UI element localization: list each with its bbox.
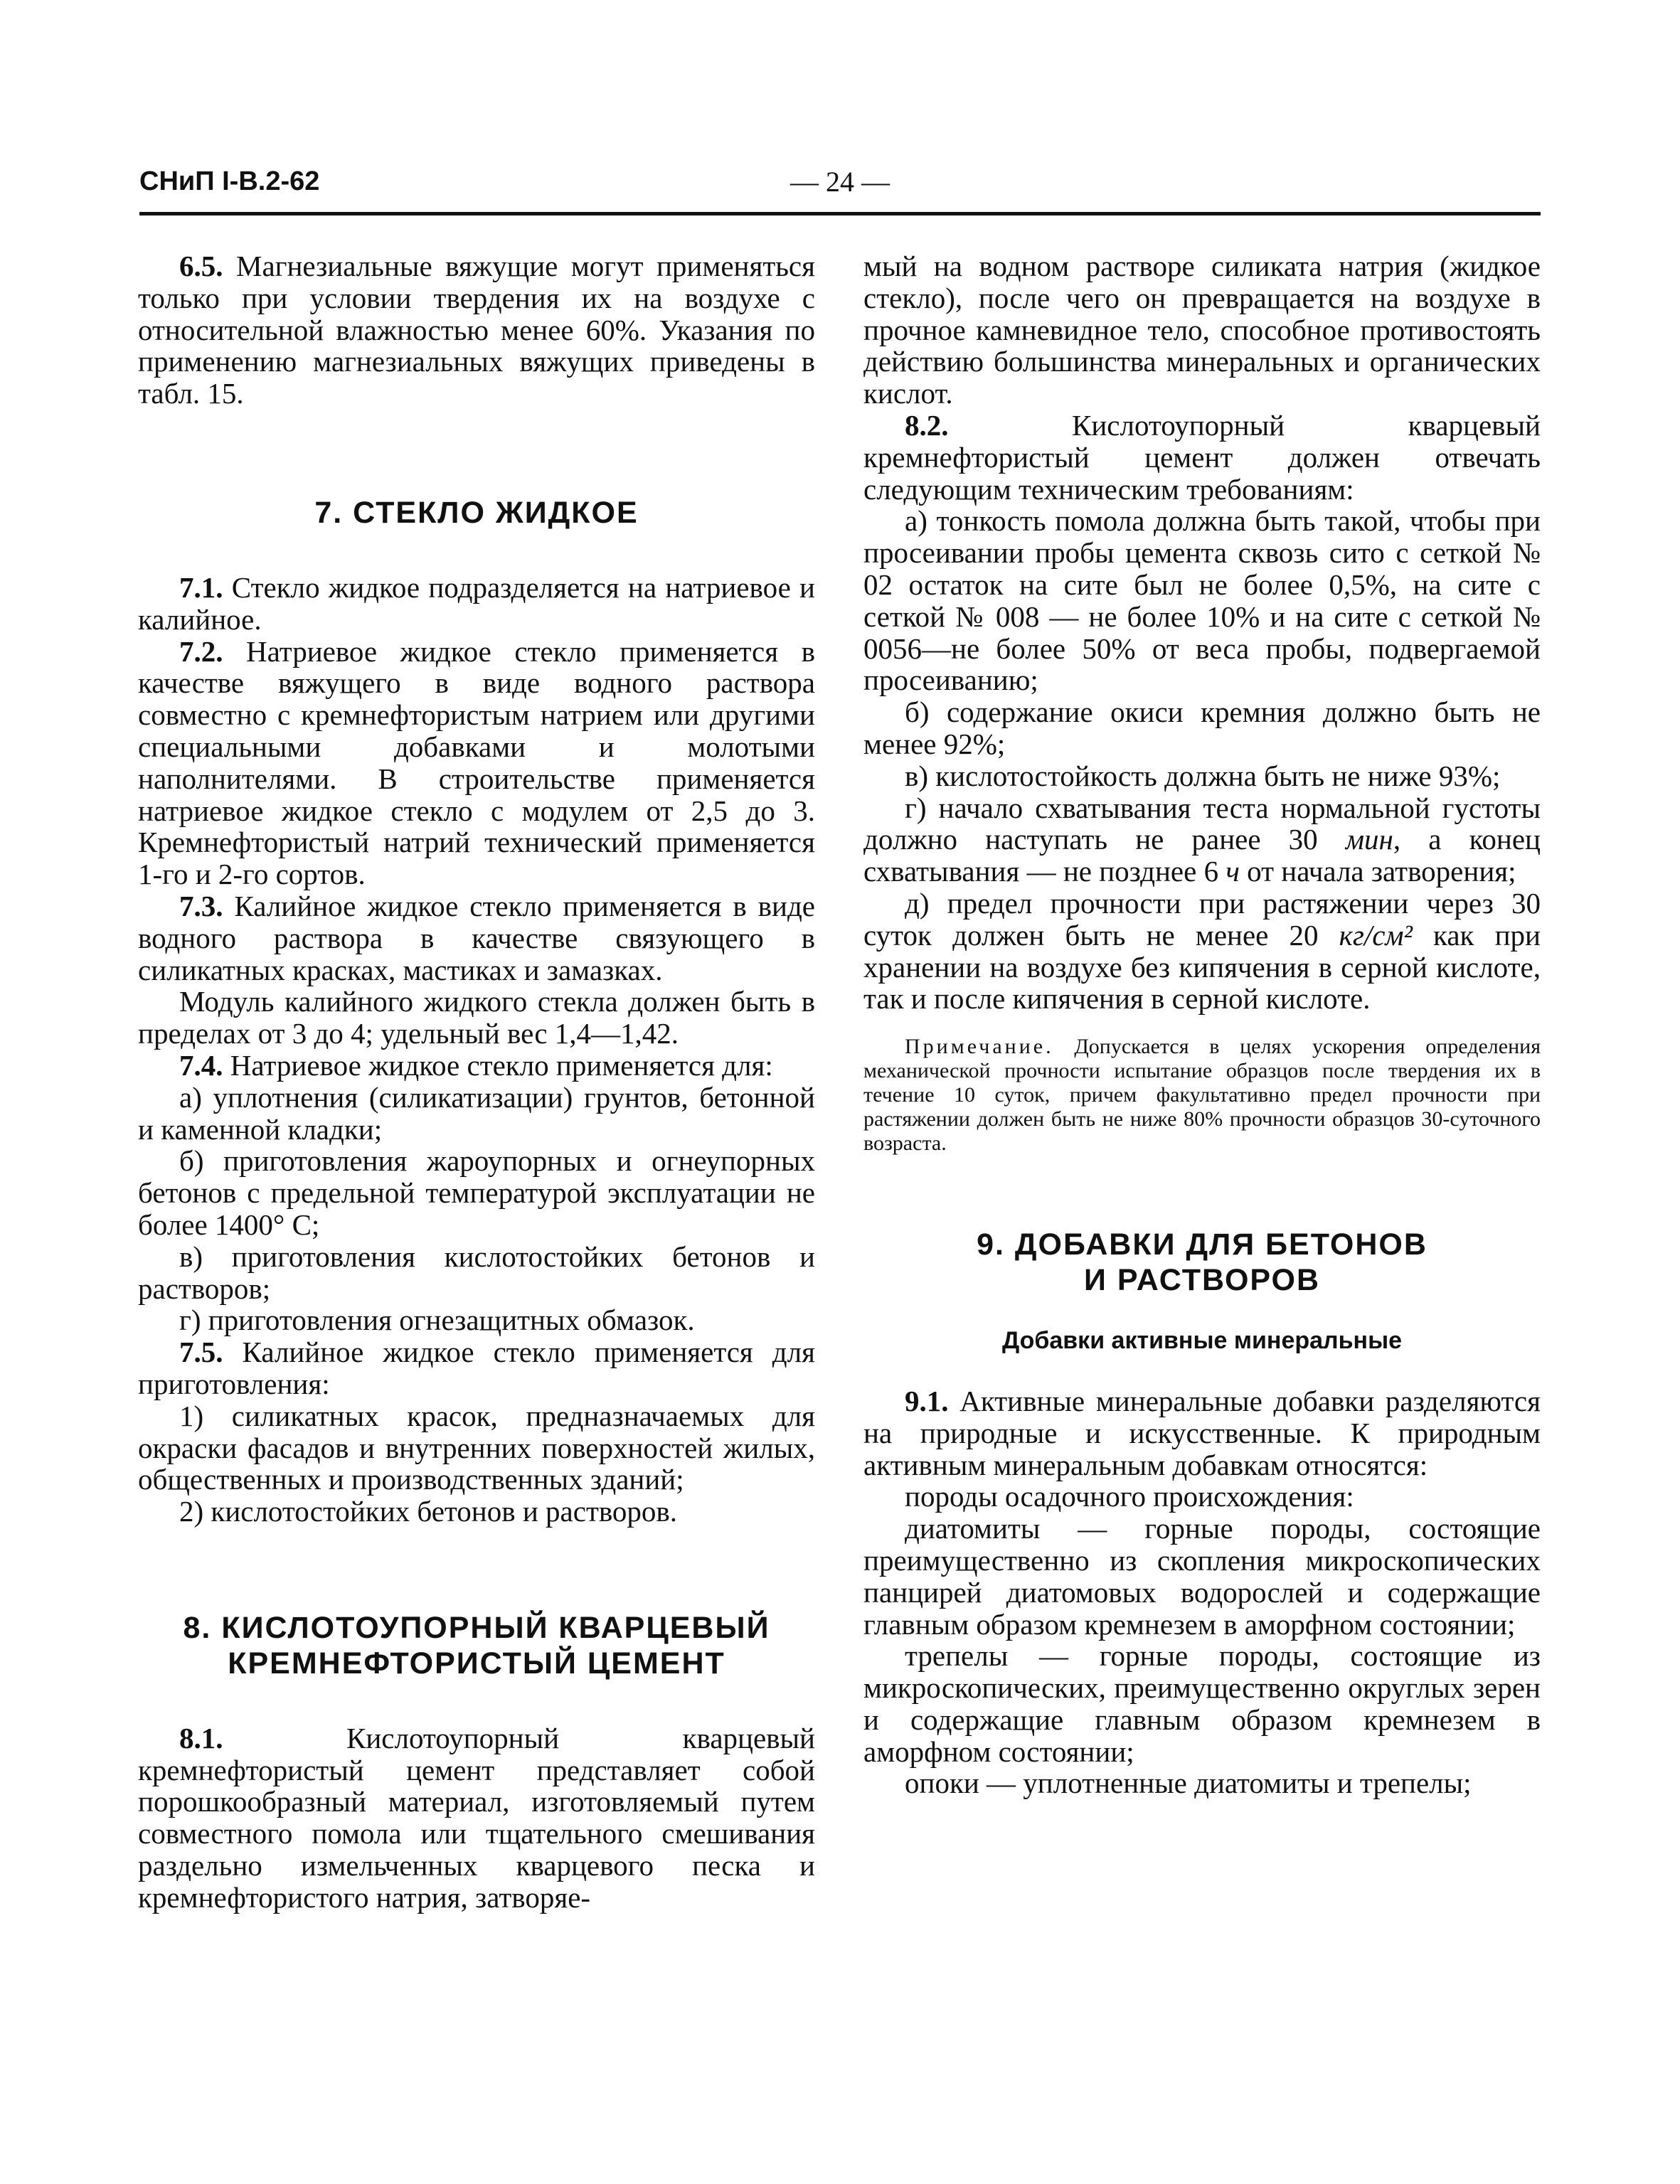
note [863,1035,1541,1156]
list-item-8-2-e [863,888,1541,1015]
clause-text: Кислотоупорный кварцевый кремнефтористый цемент представляет собой порошкообразный материал, изготовляемый путем совместного помола или тщательного смешивания раздельно измельченных кварцевого песка и кремнефтористого натрия, затворяе- [138,1721,815,1914]
list-item-9-1-sedimentary: породы осадочного происхождения: [905,1480,1354,1513]
unit-minutes: мин [1345,823,1393,856]
section-9-title-line-2: И РАСТВОРОВ [1083,1263,1321,1298]
text-part: от начала затворения; [1239,855,1516,888]
clause-text: Натриевое жидкое стекло применяется в качестве вяжущего в виде водного раствора совместно с кремнефтористым натрием или другими специальными добавками и молотыми наполнителями. В строительстве применяется натриевое жидкое стекло с модулем от 2,5 до 3. Кремнефтористый натрий технический применяется 1-го и 2-го сортов. [138,634,815,891]
subsection-title: Добавки активные минеральные [1001,1327,1403,1355]
section-8-title-line-1: 8. КИСЛОТОУПОРНЫЙ КВАРЦЕВЫЙ [183,1610,770,1645]
list-item-7-5-2: 2) кислотостойких бетонов и растворов. [179,1495,678,1528]
clause-number: 7.2. [179,634,223,668]
section-8-title-line-2: КРЕМНЕФТОРИСТЫЙ ЦЕМЕНТ [228,1646,725,1680]
document-code: СНиП I-В.2-62 [139,166,320,196]
paragraph-8-1 [138,1722,815,1914]
page-header [139,162,1541,215]
left-column [138,250,815,1914]
list-item-7-4-a: а) уплотнения (силикатизации) грунтов, бетонной и каменной кладки; [138,1080,815,1146]
list-item-8-2-b: б) содержание окиси кремния должно быть не менее 92%; [863,696,1541,760]
paragraph-8-2 [863,410,1541,505]
list-item-7-5-1: 1) силикатных красок, предназначаемых для окраски фасадов и внутренних поверхностей жилых, общественных и производственных зданий; [138,1399,815,1496]
list-item-8-2-d [863,792,1541,888]
clause-text: Магнезиальные вяжущие могут применяться только при условии твердения их на воздухе с относительной влажностью менее 60%. Указания по применению магнезиальных вяжущих приведены в табл. 15. [138,250,815,410]
clause-number: 7.5. [179,1336,223,1369]
right-column [863,250,1541,1799]
list-item-8-2-a: а) тонкость помола должна быть такой, чтобы при просеивании пробы цемента сквозь сито с сеткой № 02 остаток на сите был не более 0,5%, на сите с сеткой № 008 — не более 10% и на сите с сеткой № 0056—не более 50% от веса пробы, подвергаемой просеиванию; [863,504,1541,697]
section-7-title: 7. СТЕКЛО ЖИДКОЕ [314,495,639,530]
clause-number: 9.1. [905,1384,949,1417]
paragraph-7-3-modulus: Модуль калийного жидкого стекла должен быть в пределах от 3 до 4; удельный вес 1,4—1,42. [138,985,815,1050]
list-item-9-1-diatomites: диатомиты — горные породы, состоящие преимущественно из скопления микроскопических панцирей диатомовых водорослей и содержащие главным образом кремнезем в аморфном состоянии; [863,1512,1541,1641]
paragraph-7-3 [138,890,815,986]
list-item-7-4-d: г) приготовления огнезащитных обмазок. [179,1304,695,1337]
clause-number: 8.1. [179,1721,223,1754]
unit-hours: ч [1226,855,1240,888]
unit-pressure: кг/см² [1339,918,1413,952]
paragraph-7-2 [138,636,815,890]
clause-number: 8.2. [905,408,949,442]
clause-text: Калийное жидкое стекло применяется в виде водного раствора в качестве связующего в силикатных красках, мастиках и замазках. [138,889,815,986]
note-text: Допускается в целях ускорения определения механической прочности испытание образцов после твердения их в течение 10 суток, причем факультативно предел прочности при растяжении должен быть не ниже 80% прочности образцов 30-суточного возраста. [863,1035,1541,1156]
clause-number: 7.4. [179,1048,223,1082]
section-9-title-line-1: 9. ДОБАВКИ ДЛЯ БЕТОНОВ [977,1227,1428,1262]
list-item-7-4-b: б) приготовления жароупорных и огнеупорных бетонов с предельной температурой эксплуатации не более 1400° С; [138,1144,815,1241]
note-label: Примечание. [905,1035,1054,1059]
paragraph-7-4 [138,1050,815,1082]
list-item-8-2-c: в) кислотостойкость должна быть не ниже 93%; [905,759,1501,792]
list-item-9-1-tripoli: трепелы — горные породы, состоящие из микроскопических, преимущественно округлых зерен и содержащие главным образом кремнезем в аморфном состоянии; [863,1639,1541,1768]
list-item-9-1-opoka: опоки — уплотненные диатомиты и трепелы; [905,1767,1472,1800]
clause-number: 7.1. [179,570,223,604]
text-part: д) предел прочности при растяжении через 30 суток должен быть не менее 20 [863,886,1541,952]
text-part: как при хранении на воздухе без кипячения в серной кислоте, так и после кипячения в серной кислоте. [863,918,1541,1016]
clause-number: 6.5. [179,250,223,282]
text-part: г) начало схватывания теста нормальной густоты должно наступать не ранее 30 [863,791,1541,856]
paragraph-8-1-continued: мый на водном растворе силиката натрия (жидкое стекло), после чего он превращается на воздухе в прочное камневидное тело, способное противостоять действию большинства минеральных и органических кислот. [863,250,1541,410]
clause-text: Натриевое жидкое стекло применяется для: [223,1048,773,1082]
paragraph-7-1 [138,572,815,636]
clause-number: 7.3. [179,889,223,922]
list-item-7-4-c: в) приготовления кислотостойких бетонов и растворов; [138,1240,815,1305]
clause-text: Активные минеральные добавки разделяются на природные и искусственные. К природным активным минеральным добавкам относятся: [863,1384,1541,1481]
text-part: , а конец схватывания — не позднее 6 [863,823,1541,888]
paragraph-6-5 [138,250,815,410]
paragraph-9-1 [863,1385,1541,1481]
paragraph-7-5 [138,1336,815,1400]
page-number: — 24 — [790,166,890,198]
clause-text: Стекло жидкое подразделяется на натриевое и калийное. [138,570,815,636]
clause-text: Калийное жидкое стекло применяется для приготовления: [138,1336,815,1400]
clause-text: Кислотоупорный кварцевый кремнефтористый цемент должен отвечать следующим техническим требованиям: [863,408,1541,506]
